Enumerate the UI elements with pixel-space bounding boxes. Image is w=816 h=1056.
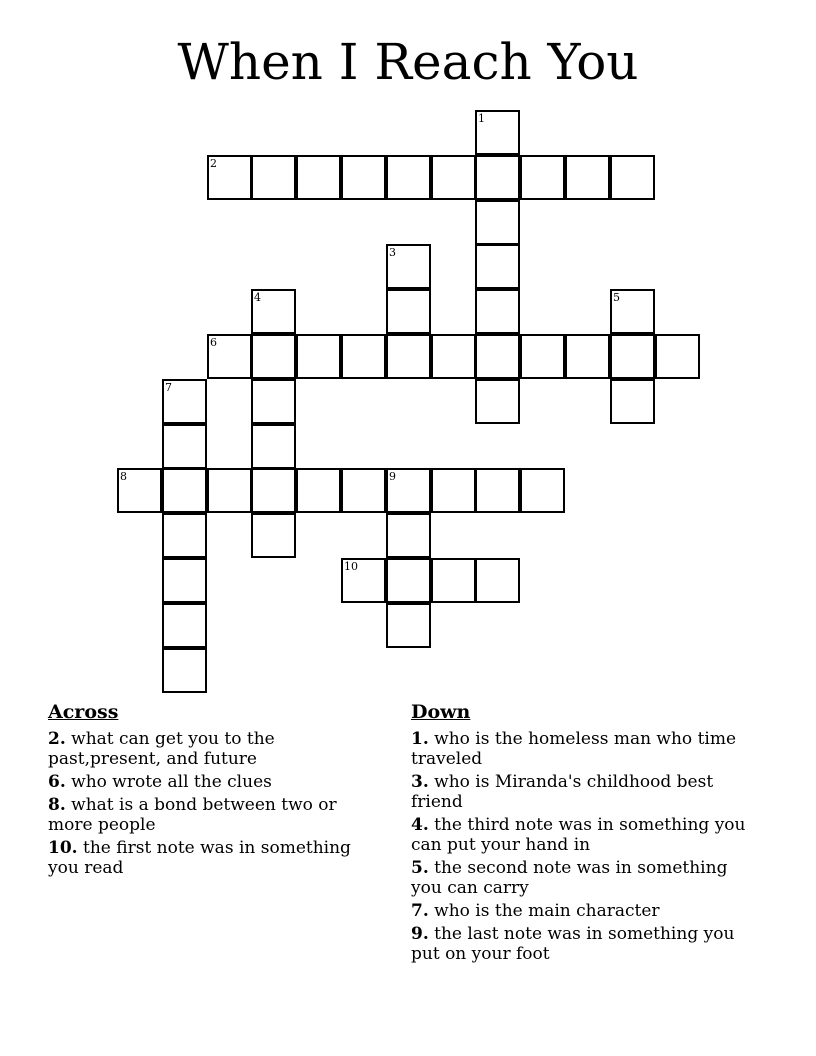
grid-cell[interactable] [162,468,207,513]
clue-number: 4. [411,815,429,835]
grid-cell[interactable] [475,558,520,603]
grid-cell[interactable] [162,424,207,469]
cell-number: 7 [165,381,172,394]
clue-text: who is the homeless man who time traveled [411,729,737,769]
clue-down [411,772,761,812]
across-heading: Across [48,701,119,723]
clue-number: 1. [411,729,429,749]
grid-cell[interactable] [251,334,296,379]
grid-cell[interactable] [475,244,520,289]
clue-text: the first note was in something you read [48,838,351,878]
clue-across [48,795,378,835]
grid-cell[interactable] [251,468,296,513]
grid-cell[interactable] [341,155,386,200]
grid-cell[interactable] [610,289,655,334]
grid-cell[interactable] [386,513,431,558]
clue-across [48,838,378,878]
grid-cell[interactable] [341,334,386,379]
down-heading: Down [411,701,471,723]
cell-number: 10 [344,560,358,573]
grid-cell[interactable] [431,558,476,603]
grid-cell[interactable] [565,334,610,379]
grid-cell[interactable] [431,468,476,513]
cell-number: 3 [389,246,396,259]
clue-number: 5. [411,858,429,878]
grid-cell[interactable] [251,379,296,424]
grid-cell[interactable] [475,334,520,379]
grid-cell[interactable] [162,558,207,603]
clue-down [411,858,761,898]
grid-cell[interactable] [386,244,431,289]
grid-cell[interactable] [251,155,296,200]
grid-cell[interactable] [207,334,252,379]
clue-down [411,924,761,964]
clue-text: who is the main character [434,901,660,921]
grid-cell[interactable] [386,468,431,513]
grid-cell[interactable] [475,110,520,155]
grid-cell[interactable] [207,468,252,513]
grid-cell[interactable] [162,648,207,693]
clue-across [48,772,378,792]
clue-number: 10. [48,838,78,858]
clue-text: what is a bond between two or more people [48,795,337,835]
grid-cell[interactable] [296,468,341,513]
grid-cell[interactable] [341,558,386,603]
clue-text: the second note was in something you can carry [411,858,728,898]
grid-cell[interactable] [251,513,296,558]
clue-number: 6. [48,772,66,792]
clue-text: the third note was in something you can put your hand in [411,815,746,855]
grid-cell[interactable] [520,155,565,200]
grid-cell[interactable] [162,513,207,558]
clue-number: 9. [411,924,429,944]
clue-number: 7. [411,901,429,921]
cell-number: 6 [210,336,217,349]
grid-cell[interactable] [386,155,431,200]
grid-cell[interactable] [251,289,296,334]
grid-cell[interactable] [296,155,341,200]
grid-cell[interactable] [386,289,431,334]
grid-cell[interactable] [520,334,565,379]
grid-cell[interactable] [117,468,162,513]
across-clues [48,701,378,881]
clue-text: who wrote all the clues [71,772,272,792]
grid-cell[interactable] [341,468,386,513]
cell-number: 5 [613,291,620,304]
grid-cell[interactable] [475,200,520,245]
clue-down [411,901,761,921]
cell-number: 4 [254,291,261,304]
grid-cell[interactable] [431,334,476,379]
grid-cell[interactable] [386,558,431,603]
grid-cell[interactable] [610,155,655,200]
grid-cell[interactable] [386,603,431,648]
cell-number: 9 [389,470,396,483]
clue-number: 3. [411,772,429,792]
clue-down [411,729,761,769]
grid-cell[interactable] [207,155,252,200]
grid-cell[interactable] [296,334,341,379]
clue-across [48,729,378,769]
clue-text: who is Miranda's childhood best friend [411,772,714,812]
clue-number: 2. [48,729,66,749]
down-clues [411,701,761,967]
puzzle-title: When I Reach You [177,33,639,91]
grid-cell[interactable] [475,468,520,513]
grid-cell[interactable] [431,155,476,200]
clue-text: what can get you to the past,present, and future [48,729,275,769]
grid-cell[interactable] [610,334,655,379]
grid-cell[interactable] [475,155,520,200]
grid-cell[interactable] [251,424,296,469]
cell-number: 1 [478,112,485,125]
grid-cell[interactable] [475,379,520,424]
grid-cell[interactable] [610,379,655,424]
cell-number: 2 [210,157,217,170]
clue-down [411,815,761,855]
cell-number: 8 [120,470,127,483]
grid-cell[interactable] [655,334,700,379]
grid-cell[interactable] [565,155,610,200]
clue-text: the last note was in something you put on your foot [411,924,735,964]
grid-cell[interactable] [386,334,431,379]
grid-cell[interactable] [162,379,207,424]
grid-cell[interactable] [162,603,207,648]
grid-cell[interactable] [520,468,565,513]
clue-number: 8. [48,795,66,815]
grid-cell[interactable] [475,289,520,334]
